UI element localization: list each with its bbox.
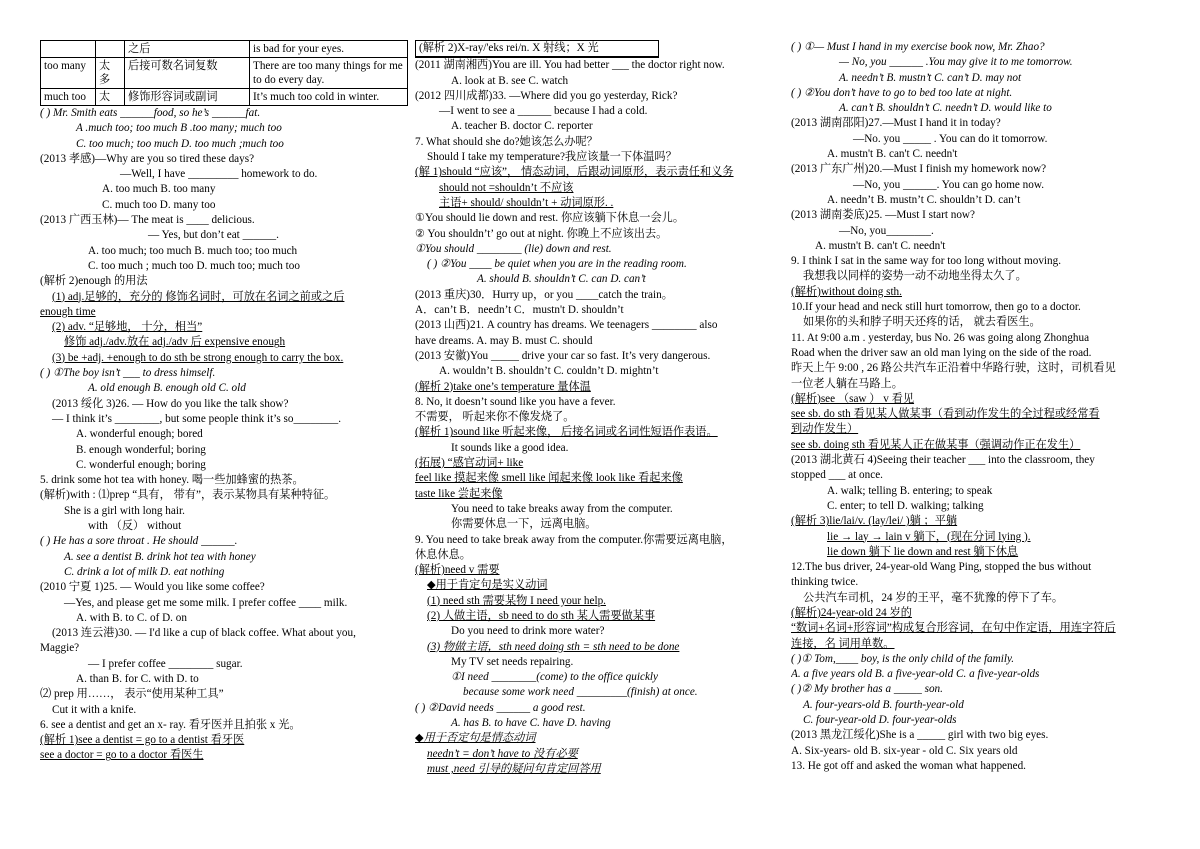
text-line: enough time [40,305,96,318]
text-line: ①I need ________(come) to the office quickly [451,671,658,684]
text-line: ◆用于否定句是情态动词 [415,732,536,745]
text-line: 你需要休息一下，远离电脑。 [451,518,597,531]
text-line: C. four-year-old D. four-year-olds [803,714,957,727]
text-line: 10.If your head and neck still hurt tomorrow, then go to a doctor. [791,301,1081,314]
text-line: — Yes, but don’t eat ______. [148,229,279,242]
text-line: ①You should lie down and rest. 你应该躺下休息一会儿。 [415,212,685,225]
text-line: A. too much; too much B. much too; too much [88,244,298,257]
text-line: (2013 黑龙江绥化)She is a _____ girl with two big eyes. [791,729,1049,742]
text-line: 休息休息。 [415,548,471,561]
table-cell: 太多 [96,58,125,89]
text-line: (2011 湖南湘西)You are ill. You had better ___ the doctor right now. [415,59,725,72]
text-line: Should I take my temperature?我应该量一下体温吗？ [427,151,677,164]
text-line: C. enter; to tell D. walking; talking [827,499,984,512]
text-line: (2013 孝感)—Why are you so tired these days? [40,152,255,165]
text-line: My TV set needs repairing. [451,655,574,668]
text-line: ( ) ①The boy isn’t ___ to dress himself. [40,367,216,380]
table-cell [41,41,96,58]
text-line: — I prefer coffee ________ sugar. [88,657,243,670]
table-cell: There are too many things for me to do every day. [250,58,408,89]
text-line: A. old enough B. enough old C. old [88,382,246,395]
text-line: (解 1)should “应该”， 情态动词，后跟动词原形，表示责任和义务 [415,166,734,179]
text-line: A. teacher B. doctor C. reporter [451,120,593,133]
text-line: ( )① Tom,____ boy, is the only child of the family. [791,652,1015,665]
text-line: —I went to see a ______ because I had a cold. [439,105,648,118]
text-line: ( ) Mr. Smith eats ______food, so he’s ______fat. [40,107,261,119]
text-line: ①You should ________ (lie) down and rest. [415,242,612,255]
text-line: see sb. do sth 看见某人做某事（看到动作发生的全过程或经常看 [791,408,1100,421]
text-line: 一位老人躺在马路上。 [791,377,903,390]
text-line: feel like 摸起来像 smell like 闻起来像 look like 看起来像 [415,472,683,485]
column-left [40,40,408,764]
text-line: It sounds like a good idea. [451,441,569,454]
column-right [791,40,1161,774]
table-cell: 之后 [125,41,250,58]
text-line: ( ) ①— Must I hand in my exercise book now, Mr. Zhao? [791,41,1045,53]
text-line: 12.The bus driver, 24-year-old Wang Ping, stopped the bus without [791,561,1092,574]
text-line: You need to take breaks away from the computer. [451,502,673,515]
text-line: C. wonderful enough; boring [76,458,206,471]
text-line: must ,need 引导的疑问句肯定回答用 [427,762,601,775]
text-line: —No, you________. [839,224,934,237]
text-line: (解析 2)X-ray/'eks rei/n. X 射线；X 光 [416,41,658,57]
table-cell: much too [41,89,96,106]
text-line: C. too much; too much D. too much ;much too [76,137,284,150]
text-line: 修饰 adj./adv.放在 adj./adv 后 expensive enough [64,336,286,349]
text-line: C. too much ; much too D. much too; much too [88,259,300,272]
text-line: ( )② My brother has a _____ son. [791,683,943,696]
text-line: stopped ___ at once. [791,469,883,482]
text-line: “数词+名词+形容词”构成复合形容词，在句中作定语，用连字符后 [791,622,1116,635]
table-cell: too many [41,58,96,89]
text-line: 11. At 9:00 a.m . yesterday, bus No. 26 was going along Zhonghua [791,331,1090,344]
text-line: 昨天上午 9:00 , 26 路公共汽车正沿着中华路行驶，这时，司机看见 [791,362,1116,375]
text-line: A. Six-years- old B. six-year - old C. Six years old [791,744,1018,757]
text-line: A. mustn't B. can't C. needn't [815,239,946,252]
text-line: (2012 四川成都)33. —Where did you go yesterday, Rick? [415,89,678,102]
text-line: 5. drink some hot tea with honey. 喝一些加蜂蜜的热茶。 [40,474,304,487]
table-cell [96,41,125,58]
text-line: (2013 绥化 3)26. — How do you like the talk show? [52,397,289,410]
text-line: 13. He got off and asked the woman what happened. [791,759,1026,772]
text-line: 到动作发生） [791,423,859,436]
text-line: A. wouldn’t B. shouldn’t C. couldn’t D. mightn’t [439,365,659,378]
text-line: A. a five years old B. a five-year-old C. a five-year-olds [791,668,1040,681]
text-line: because some work need _________(finish) at once. [463,686,698,699]
text-line: (解析 2)enough 的用法 [40,275,148,288]
text-line: lie down 躺下 lie down and rest 躺下休息 [827,545,1019,558]
text-line: —No. you _____ . You can do it tomorrow. [853,132,1048,145]
text-line: (解析)need v 需要 [415,564,500,577]
text-line: 连接，名 词用单数。 [791,637,895,650]
text-line: 不需要， 听起来你不像发烧了。 [415,411,575,424]
text-line: (2) 人做主语，sb need to do sth 某人需要做某事 [427,609,656,622]
text-line: C. much too D. many too [102,198,216,211]
text-line: —Well, I have _________ homework to do. [120,168,318,181]
text-line: see sb. doing sth 看见某人正在做某事（强调动作正在发生） [791,438,1081,451]
text-line: (2013 广西玉林)— The meat is ____ delicious. [40,214,255,227]
text-line: should not =shouldn’t 不应该 [439,181,574,194]
text-line: (解析 3)lie/lai/v. (lay/lei/ )躺 ；平躺 [791,515,958,528]
text-line: A. too much B. too many [102,183,216,196]
text-line: with （反） without [88,520,182,533]
text-line: (2) adv. “足够地， 十分，相当” [52,321,203,334]
comparison-table [40,40,408,106]
column-middle [415,40,785,777]
boxed-note [415,40,659,58]
text-line: A. four-years-old B. fourth-year-old [803,698,964,711]
text-line: A. needn’t B. mustn’t C. shouldn’t D. can’t [827,193,1021,206]
text-line: —No, you ______. You can go home now. [853,178,1045,191]
text-line: She is a girl with long hair. [64,504,185,517]
text-line: (2013 安徽)You _____ drive your car so fast. It’s very dangerous. [415,349,711,362]
text-line: (2010 宁夏 1)25. — Would you like some coffee? [40,581,265,594]
text-line: (2013 湖南邵阳)27.—Must I hand it in today? [791,117,1001,130]
text-line: taste like 尝起来像 [415,487,503,500]
text-line: C. drink a lot of milk D. eat nothing [64,565,225,578]
text-line: (2013 湖北黄石 4)Seeing their teacher ___ into the classroom, they [791,454,1095,467]
text-line: (解析)see （saw ） v 看见 [791,392,915,405]
text-line: (3) 物做主语，sth need doing sth = sth need to be done [427,640,680,653]
text-line: A. has B. to have C. have D. having [451,717,611,730]
text-line: (解析)without doing sth. [791,285,902,298]
text-line: 9. You need to take break away from the computer.你需要远离电脑， [415,533,733,546]
text-line: see a doctor = go to a doctor 看医生 [40,749,204,762]
text-line: (2013 连云港)30. — I'd like a cup of black coffee. What about you, [52,627,356,640]
table-cell: is bad for your eyes. [250,41,408,58]
text-line: (2013 广东广州)20.—Must I finish my homework now? [791,163,1047,176]
text-line: 8. No, it doesn’t sound like you have a fever. [415,395,616,408]
text-line: —Yes, and please get me some milk. I prefer coffee ____ milk. [64,596,348,609]
text-line: 如果你的头和脖子明天还疼的话， 就去看医生。 [803,316,1041,329]
text-line: A. see a dentist B. drink hot tea with honey [64,550,256,563]
text-line: (拓展) “感官动词+ like [415,457,524,470]
text-line: A. can’t B. shouldn’t C. needn’t D. would like to [839,102,1052,115]
text-line: A. look at B. see C. watch [451,74,569,87]
text-line: (2013 重庆)30．Hurry up，or you ____catch the train。 [415,288,673,301]
text-line: (解析 1)sound like 听起来像， 后接名词或名词性短语作表语。 [415,426,718,439]
text-line: (2013 湖南娄底)25. —Must I start now? [791,209,975,222]
text-line: 我想我以同样的姿势一动不动地坐得太久了。 [803,270,1027,283]
text-line: 主语+ should/ shouldn’t + 动词原形. . [439,196,614,209]
text-line: Do you need to drink more water? [451,625,605,638]
text-line: A. wonderful enough; bored [76,428,203,441]
text-line: Maggie? [40,642,80,655]
table-row [41,58,408,89]
text-line: (解析)24-year-old 24 岁的 [791,606,912,619]
text-line: 9. I think I sat in the same way for too long without moving. [791,255,1062,268]
text-line: ◆用于肯定句是实义动词 [427,579,548,592]
table-row [41,41,408,58]
table-cell: 修饰形容词或副词 [125,89,250,106]
text-line: A. needn’t B. mustn’t C. can’t D. may not [839,71,1022,84]
text-line: ( ) ②You don’t have to go to bed too late at night. [791,86,1013,99]
text-line: thinking twice. [791,576,859,589]
text-line: have dreams. A. may B. must C. should [415,334,593,347]
table-cell: 太 [96,89,125,106]
text-line: A．can’t B．needn’t C．mustn't D. shouldn’t [415,304,624,317]
text-line: (解析 2)take one’s temperature 量体温 [415,380,591,393]
table-row [41,89,408,106]
text-line: 7. What should she do?她该怎么办呢？ [415,135,598,148]
text-line: needn’t = don’t have to 没有必要 [427,747,578,760]
text-line: 6. see a dentist and get an x- ray. 看牙医并且拍张 x 光。 [40,718,301,731]
text-line: (2013 山西)21. A country has dreams. We teenagers ________ also [415,319,718,332]
text-line: 公共汽车司机，24 岁的王平，毫不犹豫的停下了车。 [803,591,1064,604]
text-line: A. than B. for C. with D. to [76,672,199,685]
text-line: ② You shouldn’t’ go out at night. 你晚上不应该出去。 [415,227,668,240]
text-line: ⑵ prep 用……， 表示“使用某种工具” [40,688,224,701]
text-line: (1) need sth 需要某物 I need your help. [427,594,606,607]
text-line: ( ) ②You ____ be quiet when you are in the reading room. [427,258,687,271]
text-line: (解析)with : ⑴prep “具有， 带有”，表示某物具有某种特征。 [40,489,336,502]
text-line: — I think it’s ________, but some people think it’s so________. [52,412,342,425]
text-line: — No, you ______ .You may give it to me tomorrow. [839,56,1073,69]
text-line: (3) be +adj. +enough to do sth be strong enough to carry the box. [52,351,344,364]
table-cell: 后接可数名词复数 [125,58,250,89]
text-line: A. mustn't B. can't C. needn't [827,148,958,161]
text-line: A. walk; telling B. entering; to speak [827,484,993,497]
text-line: Road when the driver saw an old man lying on the side of the road. [791,346,1092,359]
text-line: A. with B. to C. of D. on [76,611,187,624]
text-line: ( ) ②David needs ______ a good rest. [415,701,586,714]
table-cell: It’s much too cold in winter. [250,89,408,106]
text-line: (1) adj.足够的，充分的 修饰名词时，可放在名词之前或之后 [52,290,345,303]
text-line: A .much too; too much B .too many; much too [76,122,282,135]
text-line: ( ) He has a sore throat . He should ______. [40,535,238,548]
text-line: A. should B. shouldn’t C. can D. can’t [477,273,646,286]
text-line: lie → lay → lain v 躺下，(现在分词 lying ). [827,530,1031,543]
text-line: Cut it with a knife. [52,703,137,716]
text-line: B. enough wonderful; boring [76,443,206,456]
text-line: (解析 1)see a dentist = go to a dentist 看牙医 [40,734,245,747]
